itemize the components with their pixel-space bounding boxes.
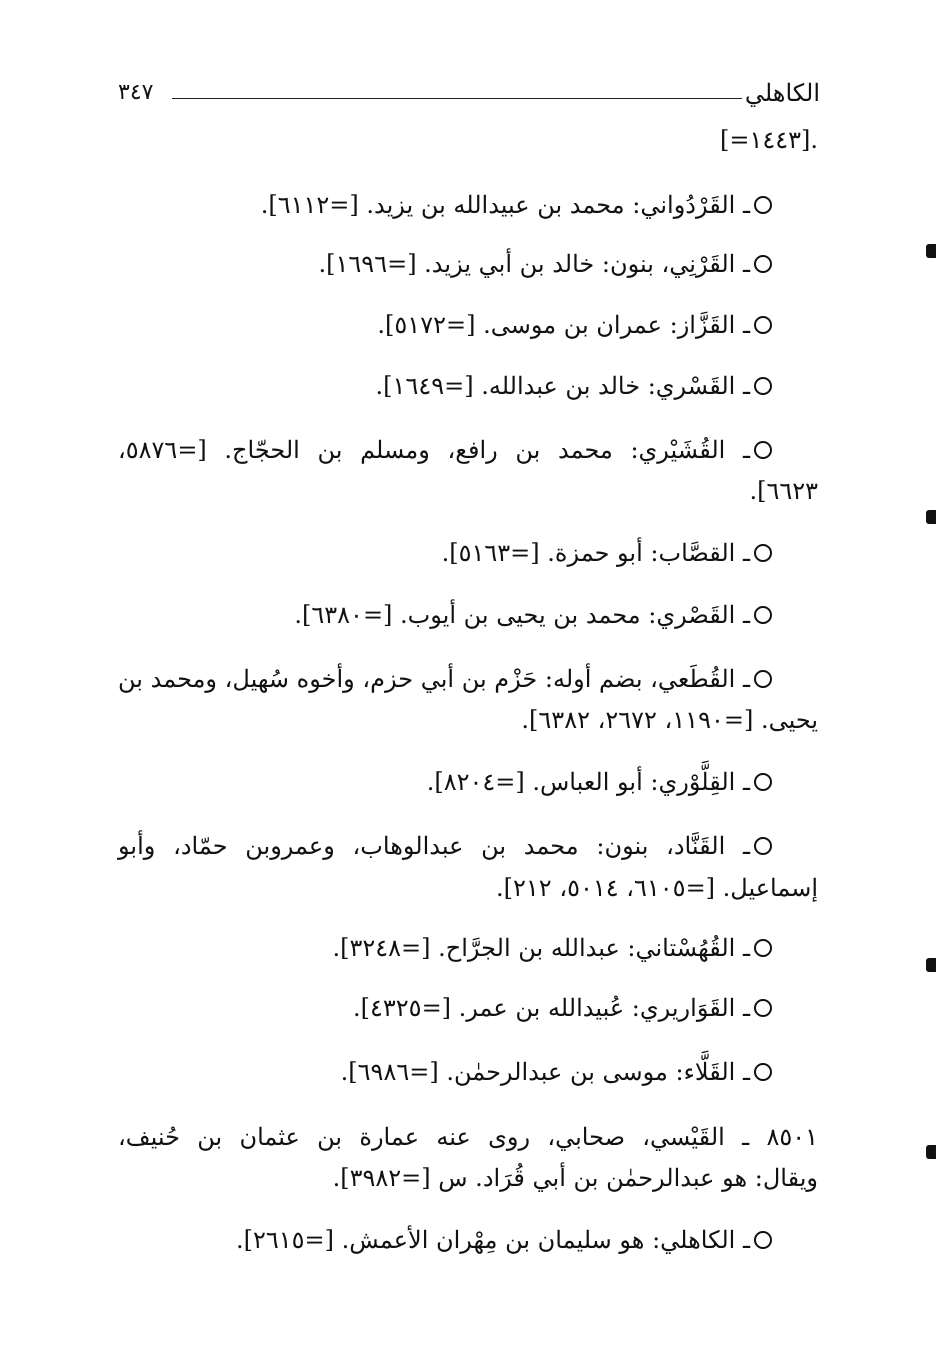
circle-bullet-icon [754,316,772,334]
page-number: ٣٤٧ [118,80,154,105]
circle-bullet-icon [754,441,772,459]
entry-line: ـ القِلَّوْري: أبو العباس. [=٨٢٠٤]. [427,762,772,802]
entry-line: ـ الكاهلي: هو سليمان بن مِهْران الأعمش. [=٢٦١٥]. [236,1220,772,1260]
margin-scan-mark [926,1145,936,1159]
entry-line-continued: ويقال: هو عبدالرحمٰن بن أبي قُرَاد. س [=٣٩٨٢]. [332,1164,818,1192]
entry-line-continued: إسماعيل. [=٦١٠٥، ٥٠١٤، ٢١٢]. [496,874,818,902]
margin-scan-mark [926,510,936,524]
numbered-entry-line: ٨٥٠١ ـ القَيْسي، صحابي، روى عنه عمارة بن عثمان بن حُنيف، [118,1123,818,1151]
circle-bullet-icon [754,1231,772,1249]
circle-bullet-icon [754,670,772,688]
entry-line: ـ القصَّاب: أبو حمزة. [=٥١٦٣]. [442,533,772,573]
entry-line: ـ القُطَعي، بضم أوله: حَزْم بن أبي حزم، وأخوه سُهيل، ومحمد بن [118,659,772,699]
margin-scan-mark [926,244,936,258]
entry-line: ـ القُشَيْري: محمد بن رافع، ومسلم بن الحجّاج. [=٥٨٧٦، [118,430,772,470]
entry-line: ـ القَلَّاء: موسى بن عبدالرحمٰن. [=٦٩٨٦]. [341,1052,772,1092]
circle-bullet-icon [754,377,772,395]
margin-scan-mark [926,958,936,972]
circle-bullet-icon [754,255,772,273]
circle-bullet-icon [754,837,772,855]
running-header [118,78,820,112]
entry-line: ـ القَرْنِي، بنون: خالد بن أبي يزيد. [=١٦٩٦]. [319,244,772,284]
circle-bullet-icon [754,196,772,214]
circle-bullet-icon [754,544,772,562]
entry-line: ـ القُهُسْتاني: عبدالله بن الجرَّاح. [=٣٢٤٨]. [332,928,772,968]
circle-bullet-icon [754,1063,772,1081]
entry-line: .[١٤٤٣=] [719,126,818,154]
entry-line: ـ القَنَّاد، بنون: محمد بن عبدالوهاب، وعمروبن حمّاد، وأبو [118,826,772,866]
entry-line: ـ القَصْري: محمد بن يحيى بن أيوب. [=٦٣٨٠]. [294,595,772,635]
entry-line-continued: ٦٦٢٣]. [749,477,818,505]
circle-bullet-icon [754,773,772,791]
entry-line: ـ القَوَاريري: عُبيدالله بن عمر. [=٤٣٢٥]. [353,988,772,1028]
circle-bullet-icon [754,606,772,624]
circle-bullet-icon [754,999,772,1017]
entry-line: ـ القَسْري: خالد بن عبدالله. [=١٦٤٩]. [376,366,772,406]
entry-line-continued: يحيى. [=١١٩٠، ٢٦٧٢، ٦٣٨٢]. [521,706,818,734]
header-rule [172,98,742,99]
header-title: الكاهلي [744,79,820,107]
entry-line: ـ القَزَّاز: عمران بن موسى. [=٥١٧٢]. [377,305,772,345]
entry-line: ـ القَرْدُواني: محمد بن عبيدالله بن يزيد. [=٦١١٢]. [261,185,772,225]
circle-bullet-icon [754,939,772,957]
